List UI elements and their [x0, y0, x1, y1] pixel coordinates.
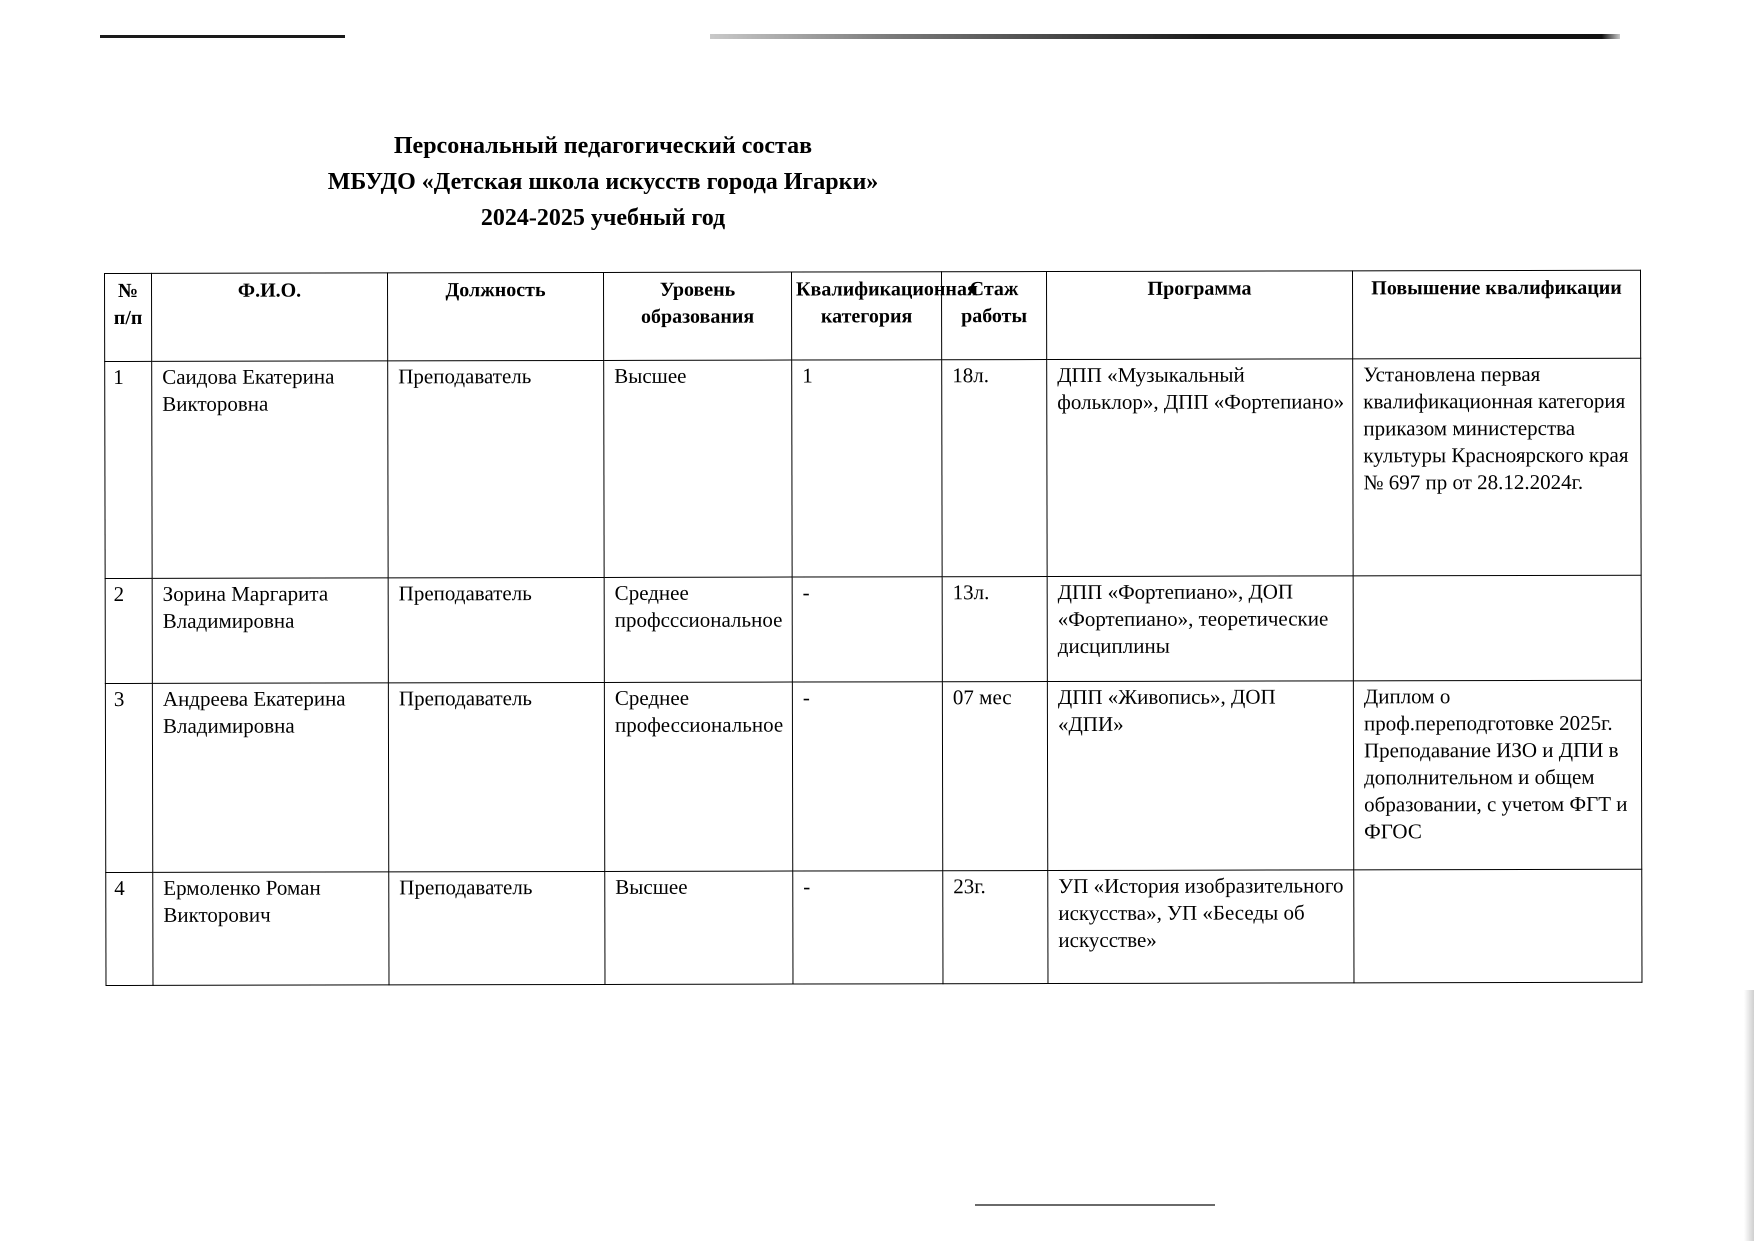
table-header-row	[105, 270, 1641, 361]
cell-education: Высшее	[605, 871, 793, 984]
cell-category: -	[793, 871, 943, 984]
header-cell: Уровень образования	[603, 272, 791, 360]
cell-experience: 07 мес	[942, 682, 1047, 871]
cell-category: -	[792, 577, 942, 682]
table-row	[105, 680, 1641, 872]
header-cell: Должность	[388, 272, 604, 360]
cell-experience: 23г.	[943, 871, 1048, 984]
scan-edge-artifact	[100, 35, 345, 38]
cell-name: Зорина Маргарита Владимировна	[152, 578, 388, 683]
cell-number: 4	[106, 872, 153, 985]
cell-qualification	[1354, 869, 1642, 983]
cell-category: 1	[792, 360, 942, 577]
cell-program: ДПП «Живопись», ДОП «ДПИ»	[1047, 681, 1353, 871]
cell-program: ДПП «Фортепиано», ДОП «Фортепиано», теоретические дисциплины	[1047, 576, 1353, 682]
cell-education: Высшее	[604, 360, 792, 577]
cell-name: Андреева Екатерина Владимировна	[152, 683, 388, 872]
cell-qualification: Установлена первая квалификационная категория приказом министерства культуры Красноярского края № 697 пр от 28.12.2024г.	[1353, 358, 1641, 576]
cell-program: ДПП «Музыкальный фольклор», ДПП «Фортепиано»	[1047, 359, 1353, 577]
cell-name: Саидова Екатерина Викторовна	[152, 361, 388, 578]
cell-name: Ермоленко Роман Викторович	[153, 872, 389, 985]
cell-number: 1	[105, 361, 152, 578]
cell-position: Преподаватель	[388, 682, 604, 871]
header-cell: Программа	[1046, 271, 1352, 360]
cell-number: 2	[105, 578, 152, 683]
cell-education: Среднее профессиональное	[604, 682, 792, 871]
header-cell: Ф.И.О.	[152, 273, 388, 361]
cell-category: -	[792, 682, 942, 871]
cell-position: Преподаватель	[388, 577, 604, 682]
scan-edge-artifact	[975, 1204, 1215, 1206]
table-row	[105, 575, 1641, 683]
staff-table	[104, 270, 1642, 986]
table-row	[105, 358, 1641, 578]
cell-position: Преподаватель	[389, 871, 605, 984]
cell-program: УП «История изобразительного искусства», УП «Беседы об искусстве»	[1048, 870, 1354, 984]
title-line: Персональный педагогический состав	[393, 133, 813, 159]
header-cell: Стаж работы	[941, 272, 1046, 360]
cell-position: Преподаватель	[388, 360, 604, 577]
cell-qualification: Диплом о проф.переподготовке 2025г. Преподавание ИЗО и ДПИ в дополнительном и общем образовании, с учетом ФГТ и ФГОС	[1353, 680, 1641, 870]
cell-number: 3	[105, 683, 152, 872]
cell-education: Среднее профсссиональное	[604, 577, 792, 682]
table-row	[106, 869, 1642, 985]
header-cell: № п/п	[105, 273, 152, 361]
title-line: 2024-2025 учебный год	[480, 205, 726, 231]
cell-experience: 13л.	[942, 577, 1047, 682]
cell-qualification	[1353, 575, 1641, 681]
scan-edge-artifact	[710, 34, 1620, 39]
scan-edge-shadow	[1744, 990, 1754, 1241]
title-line: МБУДО «Детская школа искусств города Игарки»	[327, 169, 879, 195]
header-cell: Квалификационная категория	[791, 272, 941, 360]
header-cell: Повышение квалификации	[1352, 270, 1640, 359]
cell-experience: 18л.	[942, 360, 1047, 577]
document-title	[0, 128, 1206, 236]
